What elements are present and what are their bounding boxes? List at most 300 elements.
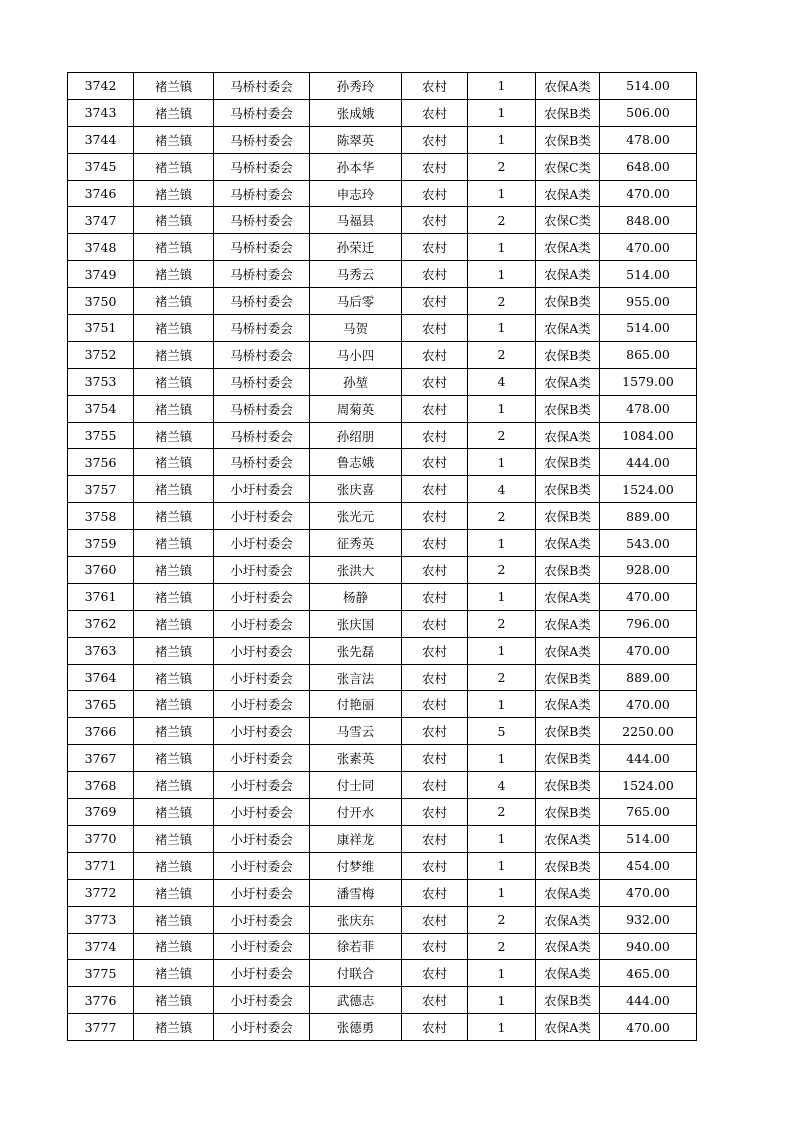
name-cell: 孙绍朋 bbox=[310, 422, 402, 449]
area-type-cell: 农村 bbox=[402, 879, 468, 906]
table-row bbox=[68, 691, 697, 718]
town-cell: 褚兰镇 bbox=[134, 557, 214, 584]
town-cell: 褚兰镇 bbox=[134, 987, 214, 1014]
table-row bbox=[68, 341, 697, 368]
insurance-category-cell: 农保A类 bbox=[536, 879, 600, 906]
name-cell: 武德志 bbox=[310, 987, 402, 1014]
village-committee-cell: 小圩村委会 bbox=[214, 1014, 310, 1041]
name-cell: 马福县 bbox=[310, 207, 402, 234]
town-cell: 褚兰镇 bbox=[134, 637, 214, 664]
name-cell: 张庆喜 bbox=[310, 476, 402, 503]
name-cell: 马小四 bbox=[310, 341, 402, 368]
area-type-cell: 农村 bbox=[402, 126, 468, 153]
household-size-cell: 4 bbox=[468, 476, 536, 503]
town-cell: 褚兰镇 bbox=[134, 610, 214, 637]
amount-cell: 470.00 bbox=[600, 180, 697, 207]
table-row bbox=[68, 288, 697, 315]
table-row bbox=[68, 745, 697, 772]
amount-cell: 1524.00 bbox=[600, 772, 697, 799]
serial-number-cell: 3758 bbox=[68, 503, 134, 530]
name-cell: 申志玲 bbox=[310, 180, 402, 207]
town-cell: 褚兰镇 bbox=[134, 395, 214, 422]
household-size-cell: 2 bbox=[468, 207, 536, 234]
amount-cell: 514.00 bbox=[600, 315, 697, 342]
amount-cell: 940.00 bbox=[600, 933, 697, 960]
area-type-cell: 农村 bbox=[402, 718, 468, 745]
village-committee-cell: 马桥村委会 bbox=[214, 126, 310, 153]
insurance-category-cell: 农保A类 bbox=[536, 234, 600, 261]
insurance-category-cell: 农保A类 bbox=[536, 180, 600, 207]
name-cell: 张成娥 bbox=[310, 99, 402, 126]
amount-cell: 470.00 bbox=[600, 1014, 697, 1041]
table-row bbox=[68, 610, 697, 637]
town-cell: 褚兰镇 bbox=[134, 368, 214, 395]
name-cell: 孙堃 bbox=[310, 368, 402, 395]
insurance-category-cell: 农保B类 bbox=[536, 126, 600, 153]
amount-cell: 865.00 bbox=[600, 341, 697, 368]
household-size-cell: 1 bbox=[468, 879, 536, 906]
table-row bbox=[68, 557, 697, 584]
table-row bbox=[68, 180, 697, 207]
serial-number-cell: 3757 bbox=[68, 476, 134, 503]
area-type-cell: 农村 bbox=[402, 261, 468, 288]
amount-cell: 470.00 bbox=[600, 234, 697, 261]
village-committee-cell: 小圩村委会 bbox=[214, 772, 310, 799]
town-cell: 褚兰镇 bbox=[134, 99, 214, 126]
town-cell: 褚兰镇 bbox=[134, 476, 214, 503]
town-cell: 褚兰镇 bbox=[134, 503, 214, 530]
table-row bbox=[68, 933, 697, 960]
village-committee-cell: 小圩村委会 bbox=[214, 503, 310, 530]
amount-cell: 1579.00 bbox=[600, 368, 697, 395]
serial-number-cell: 3759 bbox=[68, 530, 134, 557]
insurance-category-cell: 农保A类 bbox=[536, 583, 600, 610]
table-row bbox=[68, 153, 697, 180]
insurance-category-cell: 农保C类 bbox=[536, 207, 600, 234]
serial-number-cell: 3767 bbox=[68, 745, 134, 772]
village-committee-cell: 马桥村委会 bbox=[214, 234, 310, 261]
insurance-category-cell: 农保B类 bbox=[536, 99, 600, 126]
household-size-cell: 2 bbox=[468, 557, 536, 584]
town-cell: 褚兰镇 bbox=[134, 422, 214, 449]
insurance-category-cell: 农保B类 bbox=[536, 745, 600, 772]
serial-number-cell: 3773 bbox=[68, 906, 134, 933]
town-cell: 褚兰镇 bbox=[134, 530, 214, 557]
amount-cell: 2250.00 bbox=[600, 718, 697, 745]
name-cell: 张光元 bbox=[310, 503, 402, 530]
serial-number-cell: 3748 bbox=[68, 234, 134, 261]
area-type-cell: 农村 bbox=[402, 207, 468, 234]
town-cell: 褚兰镇 bbox=[134, 825, 214, 852]
insurance-category-cell: 农保A类 bbox=[536, 691, 600, 718]
table-row bbox=[68, 530, 697, 557]
village-committee-cell: 马桥村委会 bbox=[214, 73, 310, 100]
insurance-category-cell: 农保A类 bbox=[536, 422, 600, 449]
amount-cell: 454.00 bbox=[600, 852, 697, 879]
town-cell: 褚兰镇 bbox=[134, 772, 214, 799]
insurance-category-cell: 农保A类 bbox=[536, 960, 600, 987]
insurance-category-cell: 农保B类 bbox=[536, 799, 600, 826]
table-row bbox=[68, 799, 697, 826]
town-cell: 褚兰镇 bbox=[134, 180, 214, 207]
area-type-cell: 农村 bbox=[402, 99, 468, 126]
name-cell: 付开水 bbox=[310, 799, 402, 826]
roster-table bbox=[67, 72, 697, 1041]
area-type-cell: 农村 bbox=[402, 799, 468, 826]
table-row bbox=[68, 234, 697, 261]
household-size-cell: 1 bbox=[468, 530, 536, 557]
town-cell: 褚兰镇 bbox=[134, 449, 214, 476]
household-size-cell: 1 bbox=[468, 180, 536, 207]
area-type-cell: 农村 bbox=[402, 315, 468, 342]
household-size-cell: 2 bbox=[468, 503, 536, 530]
town-cell: 褚兰镇 bbox=[134, 261, 214, 288]
insurance-category-cell: 农保B类 bbox=[536, 476, 600, 503]
table-row bbox=[68, 1014, 697, 1041]
table-row bbox=[68, 825, 697, 852]
area-type-cell: 农村 bbox=[402, 557, 468, 584]
village-committee-cell: 马桥村委会 bbox=[214, 288, 310, 315]
serial-number-cell: 3772 bbox=[68, 879, 134, 906]
household-size-cell: 1 bbox=[468, 583, 536, 610]
village-committee-cell: 小圩村委会 bbox=[214, 745, 310, 772]
village-committee-cell: 小圩村委会 bbox=[214, 664, 310, 691]
area-type-cell: 农村 bbox=[402, 825, 468, 852]
household-size-cell: 1 bbox=[468, 987, 536, 1014]
serial-number-cell: 3768 bbox=[68, 772, 134, 799]
amount-cell: 514.00 bbox=[600, 825, 697, 852]
table-row bbox=[68, 422, 697, 449]
name-cell: 付士同 bbox=[310, 772, 402, 799]
insurance-category-cell: 农保B类 bbox=[536, 449, 600, 476]
amount-cell: 796.00 bbox=[600, 610, 697, 637]
household-size-cell: 1 bbox=[468, 960, 536, 987]
serial-number-cell: 3743 bbox=[68, 99, 134, 126]
table-row bbox=[68, 718, 697, 745]
household-size-cell: 1 bbox=[468, 261, 536, 288]
area-type-cell: 农村 bbox=[402, 610, 468, 637]
insurance-category-cell: 农保A类 bbox=[536, 261, 600, 288]
name-cell: 徐若菲 bbox=[310, 933, 402, 960]
name-cell: 张素英 bbox=[310, 745, 402, 772]
area-type-cell: 农村 bbox=[402, 1014, 468, 1041]
village-committee-cell: 小圩村委会 bbox=[214, 610, 310, 637]
table-row bbox=[68, 583, 697, 610]
area-type-cell: 农村 bbox=[402, 234, 468, 261]
name-cell: 马后零 bbox=[310, 288, 402, 315]
area-type-cell: 农村 bbox=[402, 530, 468, 557]
serial-number-cell: 3755 bbox=[68, 422, 134, 449]
area-type-cell: 农村 bbox=[402, 960, 468, 987]
name-cell: 潘雪梅 bbox=[310, 879, 402, 906]
serial-number-cell: 3749 bbox=[68, 261, 134, 288]
serial-number-cell: 3763 bbox=[68, 637, 134, 664]
village-committee-cell: 马桥村委会 bbox=[214, 341, 310, 368]
table-row bbox=[68, 852, 697, 879]
village-committee-cell: 小圩村委会 bbox=[214, 637, 310, 664]
amount-cell: 478.00 bbox=[600, 395, 697, 422]
household-size-cell: 2 bbox=[468, 288, 536, 315]
insurance-category-cell: 农保A类 bbox=[536, 906, 600, 933]
area-type-cell: 农村 bbox=[402, 503, 468, 530]
amount-cell: 470.00 bbox=[600, 583, 697, 610]
amount-cell: 470.00 bbox=[600, 691, 697, 718]
town-cell: 褚兰镇 bbox=[134, 207, 214, 234]
village-committee-cell: 小圩村委会 bbox=[214, 987, 310, 1014]
name-cell: 马雪云 bbox=[310, 718, 402, 745]
serial-number-cell: 3774 bbox=[68, 933, 134, 960]
area-type-cell: 农村 bbox=[402, 180, 468, 207]
table-row bbox=[68, 126, 697, 153]
household-size-cell: 2 bbox=[468, 341, 536, 368]
village-committee-cell: 小圩村委会 bbox=[214, 825, 310, 852]
name-cell: 孙荣迁 bbox=[310, 234, 402, 261]
area-type-cell: 农村 bbox=[402, 449, 468, 476]
town-cell: 褚兰镇 bbox=[134, 718, 214, 745]
name-cell: 张先磊 bbox=[310, 637, 402, 664]
table-row bbox=[68, 207, 697, 234]
name-cell: 张庆国 bbox=[310, 610, 402, 637]
serial-number-cell: 3776 bbox=[68, 987, 134, 1014]
table-row bbox=[68, 906, 697, 933]
name-cell: 征秀英 bbox=[310, 530, 402, 557]
insurance-category-cell: 农保B类 bbox=[536, 341, 600, 368]
table-row bbox=[68, 987, 697, 1014]
household-size-cell: 1 bbox=[468, 745, 536, 772]
village-committee-cell: 小圩村委会 bbox=[214, 879, 310, 906]
area-type-cell: 农村 bbox=[402, 691, 468, 718]
amount-cell: 543.00 bbox=[600, 530, 697, 557]
serial-number-cell: 3762 bbox=[68, 610, 134, 637]
serial-number-cell: 3777 bbox=[68, 1014, 134, 1041]
village-committee-cell: 小圩村委会 bbox=[214, 960, 310, 987]
town-cell: 褚兰镇 bbox=[134, 906, 214, 933]
village-committee-cell: 马桥村委会 bbox=[214, 99, 310, 126]
household-size-cell: 1 bbox=[468, 1014, 536, 1041]
town-cell: 褚兰镇 bbox=[134, 341, 214, 368]
insurance-category-cell: 农保B类 bbox=[536, 664, 600, 691]
area-type-cell: 农村 bbox=[402, 422, 468, 449]
amount-cell: 928.00 bbox=[600, 557, 697, 584]
insurance-category-cell: 农保A类 bbox=[536, 1014, 600, 1041]
household-size-cell: 2 bbox=[468, 933, 536, 960]
area-type-cell: 农村 bbox=[402, 852, 468, 879]
insurance-category-cell: 农保A类 bbox=[536, 610, 600, 637]
household-size-cell: 1 bbox=[468, 395, 536, 422]
household-size-cell: 1 bbox=[468, 234, 536, 261]
table-row bbox=[68, 261, 697, 288]
area-type-cell: 农村 bbox=[402, 933, 468, 960]
name-cell: 张德勇 bbox=[310, 1014, 402, 1041]
amount-cell: 514.00 bbox=[600, 261, 697, 288]
town-cell: 褚兰镇 bbox=[134, 960, 214, 987]
name-cell: 马秀云 bbox=[310, 261, 402, 288]
village-committee-cell: 小圩村委会 bbox=[214, 530, 310, 557]
area-type-cell: 农村 bbox=[402, 368, 468, 395]
serial-number-cell: 3753 bbox=[68, 368, 134, 395]
insurance-category-cell: 农保A类 bbox=[536, 933, 600, 960]
insurance-category-cell: 农保A类 bbox=[536, 315, 600, 342]
insurance-category-cell: 农保B类 bbox=[536, 772, 600, 799]
amount-cell: 848.00 bbox=[600, 207, 697, 234]
household-size-cell: 2 bbox=[468, 153, 536, 180]
area-type-cell: 农村 bbox=[402, 583, 468, 610]
amount-cell: 470.00 bbox=[600, 637, 697, 664]
village-committee-cell: 马桥村委会 bbox=[214, 422, 310, 449]
insurance-category-cell: 农保B类 bbox=[536, 852, 600, 879]
insurance-category-cell: 农保B类 bbox=[536, 395, 600, 422]
serial-number-cell: 3746 bbox=[68, 180, 134, 207]
household-size-cell: 1 bbox=[468, 637, 536, 664]
serial-number-cell: 3760 bbox=[68, 557, 134, 584]
table-row bbox=[68, 503, 697, 530]
name-cell: 付艳丽 bbox=[310, 691, 402, 718]
serial-number-cell: 3751 bbox=[68, 315, 134, 342]
household-size-cell: 1 bbox=[468, 852, 536, 879]
serial-number-cell: 3747 bbox=[68, 207, 134, 234]
town-cell: 褚兰镇 bbox=[134, 691, 214, 718]
village-committee-cell: 马桥村委会 bbox=[214, 449, 310, 476]
name-cell: 杨静 bbox=[310, 583, 402, 610]
household-size-cell: 1 bbox=[468, 73, 536, 100]
serial-number-cell: 3754 bbox=[68, 395, 134, 422]
town-cell: 褚兰镇 bbox=[134, 852, 214, 879]
amount-cell: 444.00 bbox=[600, 449, 697, 476]
area-type-cell: 农村 bbox=[402, 288, 468, 315]
village-committee-cell: 马桥村委会 bbox=[214, 153, 310, 180]
area-type-cell: 农村 bbox=[402, 745, 468, 772]
table-row bbox=[68, 637, 697, 664]
table-row bbox=[68, 960, 697, 987]
area-type-cell: 农村 bbox=[402, 153, 468, 180]
amount-cell: 1524.00 bbox=[600, 476, 697, 503]
table-row bbox=[68, 772, 697, 799]
area-type-cell: 农村 bbox=[402, 906, 468, 933]
household-size-cell: 1 bbox=[468, 315, 536, 342]
amount-cell: 478.00 bbox=[600, 126, 697, 153]
name-cell: 孙本华 bbox=[310, 153, 402, 180]
name-cell: 孙秀玲 bbox=[310, 73, 402, 100]
amount-cell: 889.00 bbox=[600, 664, 697, 691]
amount-cell: 470.00 bbox=[600, 879, 697, 906]
serial-number-cell: 3745 bbox=[68, 153, 134, 180]
amount-cell: 955.00 bbox=[600, 288, 697, 315]
insurance-category-cell: 农保B类 bbox=[536, 718, 600, 745]
name-cell: 周菊英 bbox=[310, 395, 402, 422]
amount-cell: 648.00 bbox=[600, 153, 697, 180]
name-cell: 陈翠英 bbox=[310, 126, 402, 153]
table-row bbox=[68, 368, 697, 395]
household-size-cell: 2 bbox=[468, 610, 536, 637]
area-type-cell: 农村 bbox=[402, 772, 468, 799]
village-committee-cell: 小圩村委会 bbox=[214, 906, 310, 933]
area-type-cell: 农村 bbox=[402, 341, 468, 368]
town-cell: 褚兰镇 bbox=[134, 234, 214, 261]
town-cell: 褚兰镇 bbox=[134, 73, 214, 100]
village-committee-cell: 小圩村委会 bbox=[214, 476, 310, 503]
table-row bbox=[68, 449, 697, 476]
village-committee-cell: 马桥村委会 bbox=[214, 395, 310, 422]
household-size-cell: 2 bbox=[468, 422, 536, 449]
insurance-category-cell: 农保B类 bbox=[536, 557, 600, 584]
name-cell: 马贺 bbox=[310, 315, 402, 342]
area-type-cell: 农村 bbox=[402, 664, 468, 691]
insurance-category-cell: 农保A类 bbox=[536, 530, 600, 557]
village-committee-cell: 马桥村委会 bbox=[214, 180, 310, 207]
table-row bbox=[68, 879, 697, 906]
table-row bbox=[68, 664, 697, 691]
village-committee-cell: 马桥村委会 bbox=[214, 207, 310, 234]
household-size-cell: 2 bbox=[468, 664, 536, 691]
town-cell: 褚兰镇 bbox=[134, 1014, 214, 1041]
name-cell: 付联合 bbox=[310, 960, 402, 987]
area-type-cell: 农村 bbox=[402, 476, 468, 503]
town-cell: 褚兰镇 bbox=[134, 933, 214, 960]
relief-roster-sheet bbox=[67, 72, 697, 1041]
serial-number-cell: 3752 bbox=[68, 341, 134, 368]
serial-number-cell: 3769 bbox=[68, 799, 134, 826]
name-cell: 张言法 bbox=[310, 664, 402, 691]
village-committee-cell: 小圩村委会 bbox=[214, 557, 310, 584]
name-cell: 张庆东 bbox=[310, 906, 402, 933]
serial-number-cell: 3764 bbox=[68, 664, 134, 691]
table-row bbox=[68, 315, 697, 342]
amount-cell: 932.00 bbox=[600, 906, 697, 933]
serial-number-cell: 3775 bbox=[68, 960, 134, 987]
serial-number-cell: 3750 bbox=[68, 288, 134, 315]
town-cell: 褚兰镇 bbox=[134, 126, 214, 153]
serial-number-cell: 3766 bbox=[68, 718, 134, 745]
village-committee-cell: 马桥村委会 bbox=[214, 368, 310, 395]
town-cell: 褚兰镇 bbox=[134, 153, 214, 180]
town-cell: 褚兰镇 bbox=[134, 664, 214, 691]
insurance-category-cell: 农保A类 bbox=[536, 368, 600, 395]
household-size-cell: 4 bbox=[468, 368, 536, 395]
table-row bbox=[68, 476, 697, 503]
insurance-category-cell: 农保B类 bbox=[536, 288, 600, 315]
amount-cell: 889.00 bbox=[600, 503, 697, 530]
town-cell: 褚兰镇 bbox=[134, 583, 214, 610]
insurance-category-cell: 农保B类 bbox=[536, 503, 600, 530]
village-committee-cell: 小圩村委会 bbox=[214, 852, 310, 879]
serial-number-cell: 3761 bbox=[68, 583, 134, 610]
town-cell: 褚兰镇 bbox=[134, 799, 214, 826]
amount-cell: 444.00 bbox=[600, 987, 697, 1014]
table-row bbox=[68, 73, 697, 100]
household-size-cell: 5 bbox=[468, 718, 536, 745]
household-size-cell: 1 bbox=[468, 99, 536, 126]
village-committee-cell: 小圩村委会 bbox=[214, 691, 310, 718]
amount-cell: 506.00 bbox=[600, 99, 697, 126]
town-cell: 褚兰镇 bbox=[134, 315, 214, 342]
amount-cell: 465.00 bbox=[600, 960, 697, 987]
serial-number-cell: 3756 bbox=[68, 449, 134, 476]
village-committee-cell: 小圩村委会 bbox=[214, 933, 310, 960]
serial-number-cell: 3770 bbox=[68, 825, 134, 852]
name-cell: 张洪大 bbox=[310, 557, 402, 584]
area-type-cell: 农村 bbox=[402, 637, 468, 664]
household-size-cell: 1 bbox=[468, 825, 536, 852]
serial-number-cell: 3742 bbox=[68, 73, 134, 100]
village-committee-cell: 马桥村委会 bbox=[214, 315, 310, 342]
roster-table-body bbox=[68, 73, 697, 1041]
village-committee-cell: 马桥村委会 bbox=[214, 261, 310, 288]
insurance-category-cell: 农保A类 bbox=[536, 73, 600, 100]
name-cell: 付梦维 bbox=[310, 852, 402, 879]
insurance-category-cell: 农保A类 bbox=[536, 637, 600, 664]
serial-number-cell: 3765 bbox=[68, 691, 134, 718]
village-committee-cell: 小圩村委会 bbox=[214, 799, 310, 826]
